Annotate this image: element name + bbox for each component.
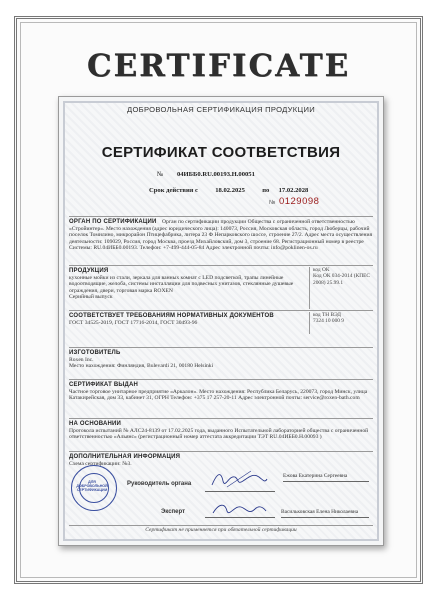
additional-info-section <box>69 454 373 467</box>
divider <box>69 451 373 452</box>
name-underline <box>283 481 369 482</box>
divider <box>69 379 373 380</box>
name-underline <box>281 517 369 518</box>
basis-text: Протокола испытаний № АЛС24-8139 от 17.02.2025 года, выданного Испытательной лабораторией общества с ограниченной ответственностью «Альянс» (регистрационный номер аттестата аккредитации ТЭТ RU.04ИББ0.Н.00093 ) <box>69 427 369 440</box>
document-content <box>69 105 373 537</box>
additional-info-text: Схема сертификации: №3. <box>69 460 132 467</box>
requirements-code-value: 7324 10 000 9 <box>313 318 344 325</box>
basis-title: НА ОСНОВАНИИ <box>69 421 122 427</box>
head-signature <box>209 467 269 491</box>
head-name: Ежова Екатерина Сергеевна <box>283 473 348 479</box>
serial-number: 0129098 <box>278 196 320 207</box>
requirements-code-label: код ТН ВЭД <box>313 312 341 318</box>
requirements-code-box <box>309 312 373 334</box>
divider <box>69 310 373 311</box>
product-text: кухонные мойки из стали, зеркала для ванных комнат с LED подсветкой, трапы линейные водоотводящие, желоба, системы инсталляции для подвесных унитазов, стеклянные душевые ограждения, двери, торговая марка ROXEN <box>69 274 294 294</box>
requirements-section <box>69 313 305 326</box>
divider <box>69 347 373 348</box>
certification-system-name: ДОБРОВОЛЬНАЯ СЕРТИФИКАЦИЯ ПРОДУКЦИИ <box>127 105 315 114</box>
divider <box>69 216 373 217</box>
product-code-value: Код ОК 034-2014 (КПЕС 2008) 25.99.1 <box>313 273 370 286</box>
stamp-text: ДЛЯ ДОБРОВОЛЬНОЙ СЕРТИФИКАЦИИ <box>76 480 108 493</box>
to-label: по <box>262 187 270 194</box>
product-title: ПРОДУКЦИЯ <box>69 268 109 274</box>
requirements-title: СООТВЕТСТВУЕТ ТРЕБОВАНИЯМ НОРМАТИВНЫХ ДОКУМЕНТОВ <box>69 313 274 319</box>
serial-number-line <box>269 196 319 207</box>
product-section <box>69 268 305 301</box>
divider <box>69 265 373 266</box>
expert-name: Васильковская Елена Николаевна <box>281 509 359 515</box>
expert-signature-label: Эксперт <box>161 509 186 515</box>
product-code-box <box>309 267 373 309</box>
head-signature-label: Руководитель органа <box>127 481 192 487</box>
manufacturer-title: ИЗГОТОВИТЕЛЬ <box>69 350 121 356</box>
banner-title: CERTIFICATE <box>86 48 351 84</box>
certification-body-section <box>69 219 373 252</box>
issued-to-section <box>69 382 373 402</box>
certificate-number: 04ИББ0.RU.00193.Н.00051 <box>176 171 255 178</box>
manufacturer-address: Место нахождения: Финляндия, Bulevardi 21, 00180 Helsinki <box>69 363 214 369</box>
footer-divider <box>69 525 373 526</box>
product-code-label: код ОК <box>313 267 330 273</box>
expert-signature <box>209 499 269 519</box>
certification-body-text: Орган по сертификации продукции Общества с ограниченной ответственностью «Стройинтер». Место нахождения (адрес юридического лица): 140073, Россия, Московская область, город Люберцы, рабочий поселок Томилино, микрорайон Птицефабрика, литера 23 Ф Непарковского шоссе, строение 27/2. Адрес места осуществления деятельности: 109029, Россия, город Москва, проезд Михайловский, дом 3, строение 68. Регистрационный номер в реестре Системы: RU.04ИББ0.00193. Телефон: +7-499-444-05-84 Адрес электронной почты: info@poklinen-os.ru <box>69 219 373 251</box>
document-title: СЕРТИФИКАТ СООТВЕТСТВИЯ <box>101 144 341 161</box>
certification-body-title: ОРГАН ПО СЕРТИФИКАЦИИ <box>69 219 157 225</box>
footer-note: Сертификат не применяется при обязательной сертификации <box>145 527 297 533</box>
divider <box>69 418 373 419</box>
issued-to-title: СЕРТИФИКАТ ВЫДАН <box>69 382 139 388</box>
signature-line <box>205 491 275 492</box>
validity-label: Срок действия с <box>149 187 198 194</box>
serial-prefix: № <box>269 200 276 206</box>
basis-section <box>69 421 373 441</box>
certificate-number-line <box>157 171 255 178</box>
product-extra: Серийный выпуск <box>69 294 113 300</box>
number-label: № <box>157 171 164 178</box>
requirements-text: ГОСТ 34525-2019, ГОСТ 17716-2014, ГОСТ 30493-96 <box>69 319 198 326</box>
validity-line <box>149 187 308 194</box>
certificate-document <box>58 96 384 546</box>
signature-line <box>205 517 275 518</box>
valid-from: 18.02.2025 <box>215 187 245 194</box>
issued-to-text: Частное торговое унитарное предприятие «Аркалон». Место нахождения: Республика Беларусь, 220073, город Минск, улица Катакирейская, дом 33, кабинет 31, ОГРН Телефон: +375 17 257-20-11 Адрес электронной почты: service@roxen-bath.com <box>69 388 368 401</box>
additional-info-title: ДОПОЛНИТЕЛЬНАЯ ИНФОРМАЦИЯ <box>69 454 181 460</box>
manufacturer-section <box>69 350 373 370</box>
manufacturer-name: Roxen Inc. <box>69 356 94 363</box>
valid-to: 17.02.2028 <box>278 187 309 194</box>
